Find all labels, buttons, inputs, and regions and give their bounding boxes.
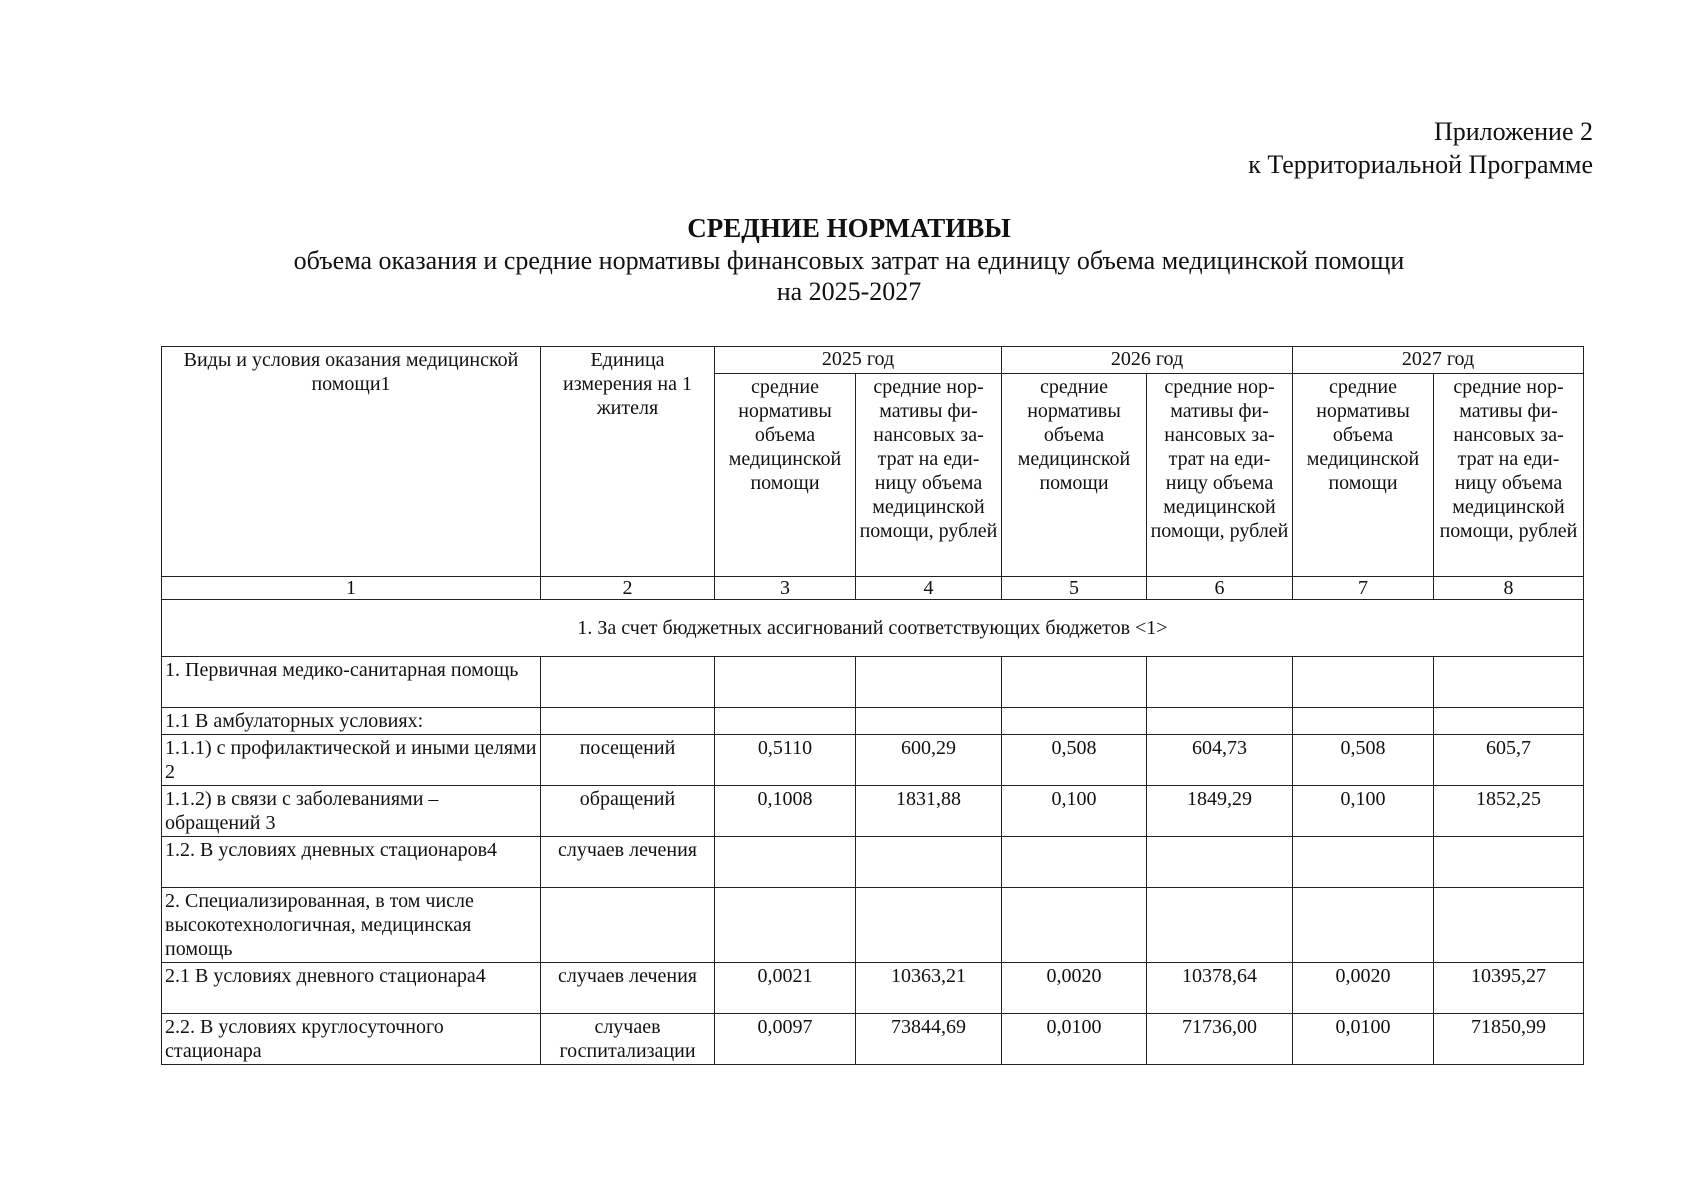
table-row bbox=[162, 708, 1584, 735]
row-unit: случаев лечения bbox=[541, 963, 715, 1014]
volume-2027 bbox=[1293, 837, 1434, 888]
document-heading bbox=[0, 212, 1698, 307]
cost-2027: 71850,99 bbox=[1434, 1014, 1584, 1065]
cost-2025 bbox=[856, 837, 1002, 888]
row-name: 2. Специализированная, в том числе высокотехнологичная, медицинская помощь bbox=[162, 888, 541, 963]
volume-2025: 0,5110 bbox=[715, 735, 856, 786]
volume-2025 bbox=[715, 657, 856, 708]
header-year-2027: 2027 год bbox=[1293, 347, 1584, 374]
norms-table bbox=[161, 346, 1584, 1065]
volume-2025: 0,0021 bbox=[715, 963, 856, 1014]
cost-2026 bbox=[1147, 657, 1293, 708]
cost-2027: 1852,25 bbox=[1434, 786, 1584, 837]
cost-2025 bbox=[856, 888, 1002, 963]
volume-2027 bbox=[1293, 888, 1434, 963]
row-name: 1.1.2) в связи с заболеваниями – обращений 3 bbox=[162, 786, 541, 837]
header-types: Виды и условия оказания медицинской помощи1 bbox=[162, 347, 541, 577]
column-number: 7 bbox=[1293, 577, 1434, 600]
row-unit: случаев лечения bbox=[541, 837, 715, 888]
column-number: 8 bbox=[1434, 577, 1584, 600]
volume-2025 bbox=[715, 708, 856, 735]
volume-2027: 0,100 bbox=[1293, 786, 1434, 837]
row-unit bbox=[541, 657, 715, 708]
document-period: на 2025-2027 bbox=[776, 277, 922, 306]
cost-2025 bbox=[856, 657, 1002, 708]
volume-2026: 0,0020 bbox=[1002, 963, 1147, 1014]
header-year-2025: 2025 год bbox=[715, 347, 1002, 374]
column-number: 1 bbox=[162, 577, 541, 600]
cost-2025: 1831,88 bbox=[856, 786, 1002, 837]
cost-2025: 73844,69 bbox=[856, 1014, 1002, 1065]
header-volume-2025: средние нормативы объема медицинской помощи bbox=[715, 374, 856, 577]
cost-2026 bbox=[1147, 708, 1293, 735]
cost-2025: 10363,21 bbox=[856, 963, 1002, 1014]
section-title: 1. За счет бюджетных ассигнований соответствующих бюджетов <1> bbox=[162, 600, 1584, 657]
cost-2027 bbox=[1434, 708, 1584, 735]
volume-2026: 0,0100 bbox=[1002, 1014, 1147, 1065]
header-volume-2027: средние нормативы объема медицинской помощи bbox=[1293, 374, 1434, 577]
table-row bbox=[162, 963, 1584, 1014]
column-number: 6 bbox=[1147, 577, 1293, 600]
cost-2027 bbox=[1434, 657, 1584, 708]
row-name: 1.2. В условиях дневных стационаров4 bbox=[162, 837, 541, 888]
volume-2025: 0,0097 bbox=[715, 1014, 856, 1065]
cost-2026: 71736,00 bbox=[1147, 1014, 1293, 1065]
volume-2026: 0,508 bbox=[1002, 735, 1147, 786]
header-year-2026: 2026 год bbox=[1002, 347, 1293, 374]
appendix-reference bbox=[1248, 115, 1593, 181]
column-number: 2 bbox=[541, 577, 715, 600]
row-unit: посещений bbox=[541, 735, 715, 786]
cost-2027 bbox=[1434, 837, 1584, 888]
volume-2026 bbox=[1002, 888, 1147, 963]
cost-2026 bbox=[1147, 888, 1293, 963]
volume-2026 bbox=[1002, 708, 1147, 735]
cost-2026 bbox=[1147, 837, 1293, 888]
volume-2025: 0,1008 bbox=[715, 786, 856, 837]
volume-2027 bbox=[1293, 657, 1434, 708]
row-unit: случаев госпитализации bbox=[541, 1014, 715, 1065]
column-number: 4 bbox=[856, 577, 1002, 600]
volume-2027: 0,0100 bbox=[1293, 1014, 1434, 1065]
volume-2027: 0,0020 bbox=[1293, 963, 1434, 1014]
table-row bbox=[162, 1014, 1584, 1065]
header-cost-2025: средние нор-мативы фи-нансовых за-трат на еди-ницу объема медицинской помощи, рублей bbox=[856, 374, 1002, 577]
row-name: 2.2. В условиях круглосуточного стационара bbox=[162, 1014, 541, 1065]
row-unit bbox=[541, 888, 715, 963]
row-unit: обращений bbox=[541, 786, 715, 837]
cost-2025: 600,29 bbox=[856, 735, 1002, 786]
table-row bbox=[162, 786, 1584, 837]
appendix-line-2: к Территориальной Программе bbox=[1248, 150, 1593, 179]
row-unit bbox=[541, 708, 715, 735]
table-row bbox=[162, 888, 1584, 963]
cost-2025 bbox=[856, 708, 1002, 735]
row-name: 2.1 В условиях дневного стационара4 bbox=[162, 963, 541, 1014]
volume-2026 bbox=[1002, 657, 1147, 708]
header-volume-2026: средние нормативы объема медицинской помощи bbox=[1002, 374, 1147, 577]
cost-2026: 604,73 bbox=[1147, 735, 1293, 786]
document-title: СРЕДНИЕ НОРМАТИВЫ bbox=[687, 213, 1011, 243]
volume-2025 bbox=[715, 837, 856, 888]
appendix-line-1: Приложение 2 bbox=[1433, 117, 1593, 146]
cost-2026: 1849,29 bbox=[1147, 786, 1293, 837]
section-row bbox=[162, 600, 1584, 657]
column-number: 3 bbox=[715, 577, 856, 600]
volume-2026: 0,100 bbox=[1002, 786, 1147, 837]
header-cost-2027: средние нор-мативы фи-нансовых за-трат на еди-ницу объема медицинской помощи, рублей bbox=[1434, 374, 1584, 577]
header-unit: Единица измерения на 1 жителя bbox=[541, 347, 715, 577]
header-cost-2026: средние нор-мативы фи-нансовых за-трат на еди-ницу объема медицинской помощи, рублей bbox=[1147, 374, 1293, 577]
row-name: 1.1.1) с профилактической и иными целями 2 bbox=[162, 735, 541, 786]
row-name: 1.1 В амбулаторных условиях: bbox=[162, 708, 541, 735]
volume-2027 bbox=[1293, 708, 1434, 735]
row-name: 1. Первичная медико-санитарная помощь bbox=[162, 657, 541, 708]
volume-2027: 0,508 bbox=[1293, 735, 1434, 786]
volume-2025 bbox=[715, 888, 856, 963]
table-row bbox=[162, 837, 1584, 888]
cost-2027: 10395,27 bbox=[1434, 963, 1584, 1014]
column-number: 5 bbox=[1002, 577, 1147, 600]
column-numbers-row bbox=[162, 577, 1584, 600]
cost-2026: 10378,64 bbox=[1147, 963, 1293, 1014]
cost-2027: 605,7 bbox=[1434, 735, 1584, 786]
table-row bbox=[162, 657, 1584, 708]
table-row bbox=[162, 735, 1584, 786]
document-subtitle: объема оказания и средние нормативы финансовых затрат на единицу объема медицинской помощи bbox=[293, 246, 1405, 275]
volume-2026 bbox=[1002, 837, 1147, 888]
cost-2027 bbox=[1434, 888, 1584, 963]
